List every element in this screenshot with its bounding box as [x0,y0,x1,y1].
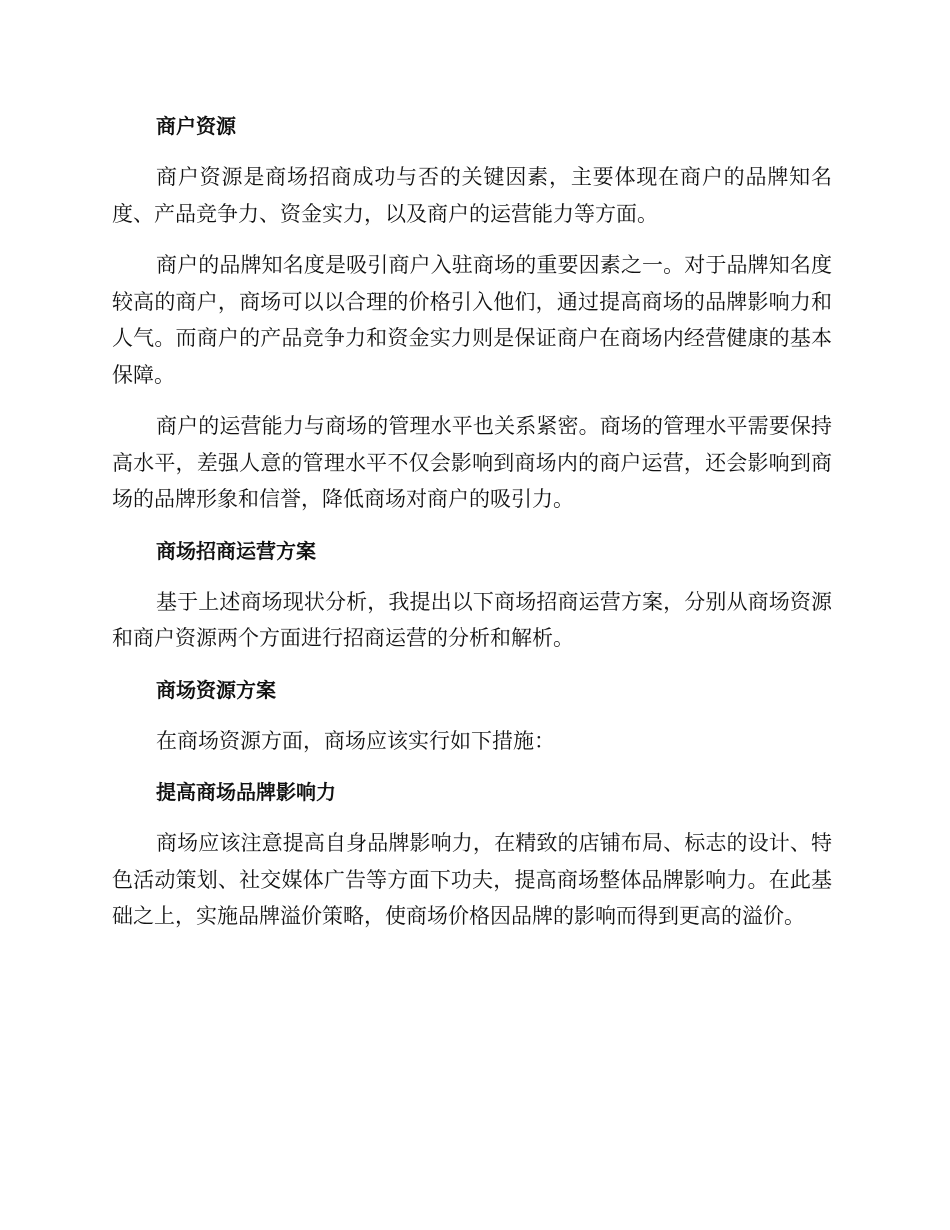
paragraph-investment-plan-intro: 基于上述商场现状分析，我提出以下商场招商运营方案，分别从商场资源和商户资源两个方面进行招商运营的分析和解析。 [112,589,832,650]
section-heading-brand-influence: 提高商场品牌影响力 [156,780,336,804]
document-body [112,108,832,950]
paragraph-brand-influence: 商场应该注意提高自身品牌影响力，在精致的店铺布局、标志的设计、特色活动策划、社交媒体广告等方面下功夫，提高商场整体品牌影响力。在此基础之上，实施品牌溢价策略，使商场价格因品牌的影响而得到更高的溢价。 [112,831,832,928]
section-heading-mall-resource-plan: 商场资源方案 [156,677,276,702]
section-heading-investment-plan: 商场招商运营方案 [156,538,316,563]
paragraph-operation-ability: 商户的运营能力与商场的管理水平也关系紧密。商场的管理水平需要保持高水平，差强人意的管理水平不仅会影响到商场内的商户运营，还会影响到商场的品牌形象和信誉，降低商场对商户的吸引力。 [112,414,832,511]
paragraph-brand-awareness: 商户的品牌知名度是吸引商户入驻商场的重要因素之一。对于品牌知名度较高的商户，商场可以以合理的价格引入他们，通过提高商场的品牌影响力和人气。而商户的产品竞争力和资金实力则是保证商户在商场内经营健康的基本保障。 [112,253,832,387]
paragraph-merchant-resources-intro: 商户资源是商场招商成功与否的关键因素，主要体现在商户的品牌知名度、产品竞争力、资金实力，以及商户的运营能力等方面。 [112,165,832,226]
section-heading-merchant-resources: 商户资源 [156,114,236,138]
paragraph-mall-resource-measures: 在商场资源方面，商场应该实行如下措施： [156,728,555,753]
